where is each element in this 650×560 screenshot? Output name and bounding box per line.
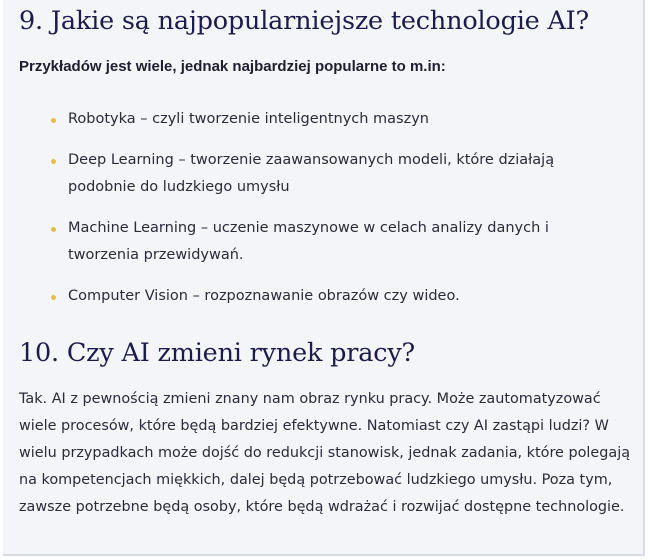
bullet-icon [51, 159, 56, 164]
article-content [3, 0, 645, 556]
section-9-heading: 9. Jakie są najpopularniejsze technologie AI? [19, 6, 590, 36]
list-item-text: Machine Learning – uczenie maszynowe w celach analizy danych i tworzenia przewidywań. [68, 220, 549, 263]
bullet-icon [51, 227, 56, 232]
list-item [33, 283, 613, 310]
list-item-text: Robotyka – czyli tworzenie inteligentnych maszyn [68, 111, 429, 127]
bullet-icon [51, 295, 56, 300]
list-item-text: Deep Learning – tworzenie zaawansowanych modeli, które działają podobnie do ludzkiego umysłu [68, 152, 555, 195]
section-9-intro: Przykładów jest wiele, jednak najbardziej popularne to m.in: [19, 58, 446, 75]
technology-list [33, 106, 613, 324]
list-item [33, 215, 613, 269]
section-10-paragraph: Tak. AI z pewnością zmieni znany nam obraz rynku pracy. Może zautomatyzować wiele procesów, które będą bardziej efektywne. Natomiast czy AI zastąpi ludzi? W wielu przypadkach może dojść do redukcji stanowisk, jednak zadania, które polegają na kompetencjach miękkich, dalej będą potrzebować ludzkiego umysłu. Poza tym, zawsze potrzebne będą osoby, które będą wdrażać i rozwijać dostępne technologie. [19, 391, 631, 515]
section-10-heading: 10. Czy AI zmieni rynek pracy? [19, 338, 415, 368]
bullet-icon [51, 118, 56, 123]
list-item [33, 147, 613, 201]
list-item-text: Computer Vision – rozpoznawanie obrazów czy wideo. [68, 288, 460, 304]
list-item [33, 106, 613, 133]
